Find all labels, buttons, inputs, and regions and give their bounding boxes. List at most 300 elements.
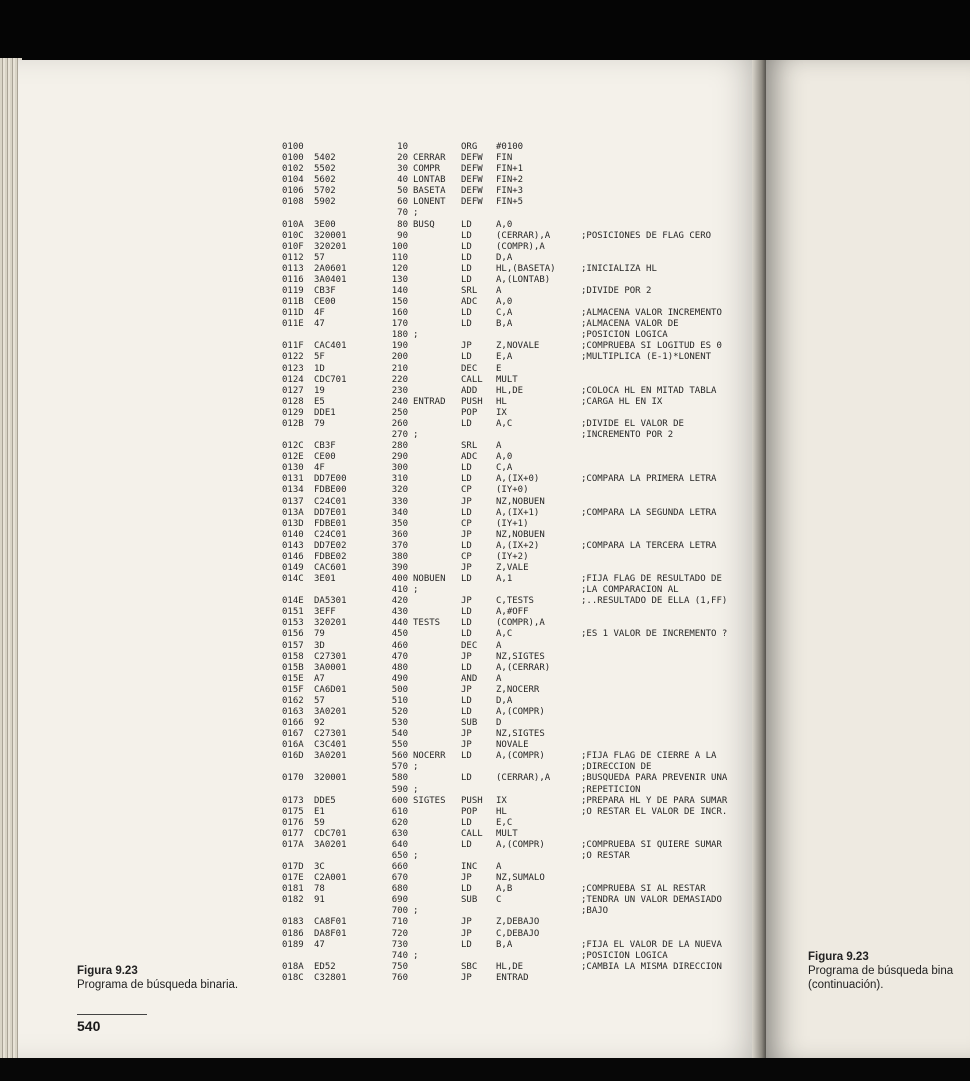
listing-address: 0137: [282, 496, 304, 507]
listing-label: LONTAB: [413, 175, 446, 186]
listing-row: [262, 408, 762, 419]
listing-operand: B,A: [496, 939, 513, 950]
listing-object-code: C3C401: [314, 740, 347, 751]
listing-address: 0149: [282, 562, 304, 573]
listing-row: [262, 629, 762, 640]
listing-operand: (CERRAR),A: [496, 773, 551, 784]
listing-mnemonic: LD: [461, 507, 472, 518]
listing-label: LONENT: [413, 197, 446, 208]
scan-bottom-border: [0, 1058, 970, 1081]
listing-line-number: 660: [391, 862, 408, 873]
listing-label: ;: [413, 784, 419, 795]
listing-object-code: 5602: [314, 175, 336, 186]
listing-row: [262, 940, 762, 951]
listing-line-number: 230: [391, 385, 408, 396]
listing-mnemonic: JP: [461, 529, 472, 540]
listing-mnemonic: ADD: [461, 385, 478, 396]
listing-mnemonic: DEFW: [461, 164, 483, 175]
listing-line-number: 530: [391, 718, 408, 729]
listing-object-code: CE00: [314, 297, 336, 308]
listing-operand: E,C: [496, 817, 513, 828]
listing-object-code: CB3F: [314, 286, 336, 297]
listing-address: 010F: [282, 241, 304, 252]
listing-comment: ;POSICION LOGICA: [581, 950, 668, 961]
listing-operand: HL,DE: [496, 385, 524, 396]
listing-operand: IX: [496, 407, 507, 418]
listing-object-code: CDC701: [314, 374, 347, 385]
listing-address: 0123: [282, 363, 304, 374]
listing-comment: ;POSICIONES DE FLAG CERO: [581, 230, 712, 241]
listing-object-code: DD7E02: [314, 540, 347, 551]
listing-mnemonic: JP: [461, 562, 472, 573]
listing-row: [262, 884, 762, 895]
listing-address: 0163: [282, 706, 304, 717]
listing-line-number: 460: [391, 640, 408, 651]
listing-comment: ;INCREMENTO POR 2: [581, 430, 674, 441]
listing-mnemonic: ADC: [461, 297, 478, 308]
listing-row: [262, 895, 762, 906]
listing-address: 0176: [282, 817, 304, 828]
listing-row: [262, 286, 762, 297]
figure-title-right-line2: (continuación).: [808, 979, 884, 991]
listing-row: [262, 430, 762, 441]
listing-operand: FIN+3: [496, 186, 524, 197]
listing-line-number: 150: [391, 297, 408, 308]
listing-row: [262, 319, 762, 330]
listing-address: 012E: [282, 452, 304, 463]
listing-label: ENTRAD: [413, 396, 446, 407]
listing-address: 0129: [282, 407, 304, 418]
listing-object-code: CE00: [314, 452, 336, 463]
listing-mnemonic: JP: [461, 729, 472, 740]
listing-object-code: 1D: [314, 363, 325, 374]
listing-mnemonic: CALL: [461, 374, 483, 385]
listing-object-code: E1: [314, 806, 325, 817]
listing-object-code: 5702: [314, 186, 336, 197]
listing-comment: ;COMPRUEBA SI LOGITUD ES 0: [581, 341, 722, 352]
listing-row: [262, 242, 762, 253]
listing-row: [262, 596, 762, 607]
listing-comment: ;TENDRA UN VALOR DEMASIADO: [581, 895, 722, 906]
listing-row: [262, 452, 762, 463]
listing-label: CERRAR: [413, 153, 446, 164]
listing-mnemonic: LD: [461, 308, 472, 319]
listing-object-code: CAC601: [314, 562, 347, 573]
listing-address: 016A: [282, 740, 304, 751]
listing-address: 013A: [282, 507, 304, 518]
listing-object-code: 59: [314, 817, 325, 828]
listing-row: [262, 519, 762, 530]
listing-address: 0100: [282, 153, 304, 164]
listing-object-code: 19: [314, 385, 325, 396]
listing-operand: (IY+0): [496, 485, 529, 496]
listing-mnemonic: JP: [461, 596, 472, 607]
listing-row: [262, 264, 762, 275]
listing-label: SIGTES: [413, 795, 446, 806]
listing-row: [262, 873, 762, 884]
listing-address: 0134: [282, 485, 304, 496]
listing-line-number: 370: [391, 540, 408, 551]
listing-line-number: 680: [391, 884, 408, 895]
listing-comment: ;COMPRUEBA SI AL RESTAR: [581, 884, 706, 895]
listing-mnemonic: JP: [461, 740, 472, 751]
listing-comment: ;ALMACENA VALOR INCREMENTO: [581, 308, 722, 319]
listing-operand: A,1: [496, 574, 513, 585]
listing-address: 0153: [282, 618, 304, 629]
listing-row: [262, 696, 762, 707]
listing-line-number: 100: [391, 241, 408, 252]
listing-row: [262, 508, 762, 519]
listing-row: [262, 297, 762, 308]
listing-mnemonic: LD: [461, 629, 472, 640]
listing-address: 011B: [282, 297, 304, 308]
listing-line-number: 690: [391, 895, 408, 906]
listing-address: 017D: [282, 862, 304, 873]
listing-address: 0140: [282, 529, 304, 540]
listing-line-number: 430: [391, 607, 408, 618]
listing-object-code: 5902: [314, 197, 336, 208]
listing-mnemonic: LD: [461, 352, 472, 363]
listing-row: [262, 563, 762, 574]
listing-label: ;: [413, 585, 419, 596]
listing-mnemonic: LD: [461, 230, 472, 241]
listing-line-number: 600: [391, 795, 408, 806]
listing-row: [262, 375, 762, 386]
listing-row: [262, 641, 762, 652]
listing-mnemonic: POP: [461, 407, 478, 418]
listing-operand: A,0: [496, 219, 513, 230]
listing-address: 015F: [282, 684, 304, 695]
listing-mnemonic: ADC: [461, 452, 478, 463]
listing-operand: A,(COMPR): [496, 751, 545, 762]
listing-object-code: 92: [314, 718, 325, 729]
listing-label: ;: [413, 906, 419, 917]
listing-address: 0130: [282, 463, 304, 474]
listing-row: [262, 685, 762, 696]
listing-mnemonic: JP: [461, 928, 472, 939]
listing-operand: C,A: [496, 308, 513, 319]
listing-mnemonic: JP: [461, 917, 472, 928]
listing-row: [262, 419, 762, 430]
listing-address: 011E: [282, 319, 304, 330]
listing-address: 0157: [282, 640, 304, 651]
listing-mnemonic: POP: [461, 806, 478, 817]
listing-object-code: 47: [314, 939, 325, 950]
listing-mnemonic: CP: [461, 485, 472, 496]
listing-row: [262, 585, 762, 596]
listing-address: 0122: [282, 352, 304, 363]
listing-line-number: 350: [391, 518, 408, 529]
listing-row: [262, 829, 762, 840]
listing-operand: (IY+2): [496, 551, 529, 562]
listing-row: [262, 740, 762, 751]
listing-operand: Z,DEBAJO: [496, 917, 540, 928]
listing-line-number: 120: [391, 263, 408, 274]
listing-operand: D,A: [496, 695, 513, 706]
listing-line-number: 130: [391, 274, 408, 285]
listing-row: [262, 186, 762, 197]
listing-line-number: 480: [391, 662, 408, 673]
listing-address: 0143: [282, 540, 304, 551]
listing-operand: HL,(BASETA): [496, 263, 556, 274]
listing-address: 015B: [282, 662, 304, 673]
listing-row: [262, 663, 762, 674]
listing-mnemonic: CP: [461, 518, 472, 529]
listing-mnemonic: LD: [461, 463, 472, 474]
listing-line-number: 30: [397, 164, 408, 175]
listing-address: 012C: [282, 441, 304, 452]
listing-operand: D,A: [496, 252, 513, 263]
listing-line-number: 190: [391, 341, 408, 352]
listing-object-code: 5502: [314, 164, 336, 175]
figure-caption-right: [808, 950, 953, 992]
listing-operand: A,0: [496, 452, 513, 463]
listing-operand: A,C: [496, 418, 513, 429]
listing-line-number: 580: [391, 773, 408, 784]
listing-row: [262, 674, 762, 685]
listing-comment: ;..RESULTADO DE ELLA (1,FF): [581, 596, 728, 607]
listing-label: BASETA: [413, 186, 446, 197]
listing-object-code: 57: [314, 695, 325, 706]
listing-mnemonic: LD: [461, 474, 472, 485]
listing-operand: MULT: [496, 374, 518, 385]
listing-address: 013D: [282, 518, 304, 529]
listing-object-code: 79: [314, 418, 325, 429]
listing-row: [262, 253, 762, 264]
listing-object-code: 78: [314, 884, 325, 895]
listing-line-number: 570: [391, 762, 408, 773]
listing-row: [262, 197, 762, 208]
listing-address: 0151: [282, 607, 304, 618]
listing-operand: C: [496, 895, 502, 906]
listing-mnemonic: LD: [461, 263, 472, 274]
listing-object-code: 3D: [314, 640, 325, 651]
listing-line-number: 20: [397, 153, 408, 164]
listing-line-number: 450: [391, 629, 408, 640]
listing-address: 0100: [282, 142, 304, 152]
listing-mnemonic: LD: [461, 574, 472, 585]
listing-operand: B,A: [496, 319, 513, 330]
listing-operand: A,B: [496, 884, 513, 895]
listing-comment: ;BUSQUEDA PARA PREVENIR UNA: [581, 773, 728, 784]
listing-object-code: DDE1: [314, 407, 336, 418]
listing-line-number: 700: [391, 906, 408, 917]
listing-row: [262, 397, 762, 408]
listing-address: 015E: [282, 673, 304, 684]
listing-address: 0182: [282, 895, 304, 906]
listing-address: 0128: [282, 396, 304, 407]
listing-line-number: 380: [391, 551, 408, 562]
listing-object-code: FDBE01: [314, 518, 347, 529]
listing-line-number: 750: [391, 961, 408, 972]
listing-mnemonic: LD: [461, 241, 472, 252]
listing-operand: NZ,SIGTES: [496, 651, 545, 662]
listing-object-code: DA8F01: [314, 928, 347, 939]
listing-address: 0119: [282, 286, 304, 297]
listing-comment: ;O RESTAR EL VALOR DE INCR.: [581, 806, 728, 817]
listing-address: 011F: [282, 341, 304, 352]
listing-line-number: 280: [391, 441, 408, 452]
listing-address: 0162: [282, 695, 304, 706]
listing-operand: IX: [496, 795, 507, 806]
listing-mnemonic: LD: [461, 618, 472, 629]
listing-row: [262, 330, 762, 341]
listing-operand: MULT: [496, 828, 518, 839]
listing-operand: E,A: [496, 352, 513, 363]
listing-row: [262, 840, 762, 851]
listing-line-number: 540: [391, 729, 408, 740]
listing-mnemonic: DEFW: [461, 186, 483, 197]
listing-object-code: CAC401: [314, 341, 347, 352]
listing-line-number: 290: [391, 452, 408, 463]
listing-line-number: 160: [391, 308, 408, 319]
listing-row: [262, 607, 762, 618]
listing-address: 0170: [282, 773, 304, 784]
listing-address: 017A: [282, 839, 304, 850]
listing-line-number: 710: [391, 917, 408, 928]
listing-label: ;: [413, 950, 419, 961]
listing-address: 0124: [282, 374, 304, 385]
listing-comment: ;DIVIDE EL VALOR DE: [581, 418, 684, 429]
assembly-listing: [262, 142, 762, 984]
listing-comment: ;PREPARA HL Y DE PARA SUMAR: [581, 795, 728, 806]
listing-address: 0175: [282, 806, 304, 817]
listing-object-code: 57: [314, 252, 325, 263]
listing-comment: ;DIVIDE POR 2: [581, 286, 652, 297]
listing-comment: ;INICIALIZA HL: [581, 263, 657, 274]
listing-mnemonic: JP: [461, 341, 472, 352]
listing-row: [262, 762, 762, 773]
listing-line-number: 10: [397, 142, 408, 152]
listing-mnemonic: INC: [461, 862, 478, 873]
listing-label: ;: [413, 851, 419, 861]
listing-line-number: 730: [391, 939, 408, 950]
listing-operand: (COMPR),A: [496, 618, 545, 629]
listing-object-code: DD7E01: [314, 507, 347, 518]
listing-mnemonic: LD: [461, 540, 472, 551]
listing-line-number: 260: [391, 418, 408, 429]
listing-comment: ;DIRECCION DE: [581, 762, 652, 773]
listing-line-number: 60: [397, 197, 408, 208]
listing-row: [262, 463, 762, 474]
listing-line-number: 70: [397, 208, 408, 219]
listing-comment: ;COLOCA HL EN MITAD TABLA: [581, 385, 717, 396]
listing-object-code: 3A0001: [314, 662, 347, 673]
listing-comment: ;FIJA FLAG DE CIERRE A LA: [581, 751, 717, 762]
listing-row: [262, 618, 762, 629]
listing-object-code: 3C: [314, 862, 325, 873]
listing-address: 0173: [282, 795, 304, 806]
listing-object-code: C27301: [314, 729, 347, 740]
listing-line-number: 80: [397, 219, 408, 230]
listing-comment: ;COMPARA LA TERCERA LETRA: [581, 540, 717, 551]
listing-line-number: 560: [391, 751, 408, 762]
listing-address: 0183: [282, 917, 304, 928]
listing-address: 0166: [282, 718, 304, 729]
listing-line-number: 50: [397, 186, 408, 197]
listing-object-code: FDBE02: [314, 551, 347, 562]
listing-mnemonic: LD: [461, 319, 472, 330]
page-number-rule: [77, 1014, 147, 1015]
listing-operand: NZ,SIGTES: [496, 729, 545, 740]
listing-address: 018C: [282, 972, 304, 983]
listing-line-number: 400: [391, 574, 408, 585]
listing-mnemonic: LD: [461, 751, 472, 762]
listing-object-code: 91: [314, 895, 325, 906]
listing-operand: ENTRAD: [496, 972, 529, 983]
listing-object-code: C24C01: [314, 529, 347, 540]
right-page: [766, 60, 970, 1060]
listing-label: COMPR: [413, 164, 441, 175]
listing-operand: A,(CERRAR): [496, 662, 551, 673]
listing-row: [262, 220, 762, 231]
listing-mnemonic: JP: [461, 873, 472, 884]
listing-line-number: 220: [391, 374, 408, 385]
listing-row: [262, 707, 762, 718]
listing-line-number: 200: [391, 352, 408, 363]
listing-row: [262, 474, 762, 485]
listing-line-number: 270: [391, 430, 408, 441]
listing-mnemonic: LD: [461, 884, 472, 895]
listing-mnemonic: PUSH: [461, 396, 483, 407]
listing-object-code: 3A0201: [314, 751, 347, 762]
listing-comment: ;COMPARA LA SEGUNDA LETRA: [581, 507, 717, 518]
listing-row: [262, 751, 762, 762]
figure-title: Programa de búsqueda binaria.: [77, 979, 239, 991]
listing-line-number: 490: [391, 673, 408, 684]
listing-mnemonic: JP: [461, 496, 472, 507]
listing-object-code: 3A0401: [314, 274, 347, 285]
listing-object-code: 79: [314, 629, 325, 640]
listing-address: 0156: [282, 629, 304, 640]
listing-object-code: 320201: [314, 241, 347, 252]
listing-row: [262, 352, 762, 363]
listing-row: [262, 818, 762, 829]
listing-mnemonic: DEFW: [461, 153, 483, 164]
listing-line-number: 510: [391, 695, 408, 706]
figure-title-right-line1: Programa de búsqueda bina: [808, 965, 954, 977]
listing-comment: ;COMPRUEBA SI QUIERE SUMAR: [581, 839, 722, 850]
listing-row: [262, 497, 762, 508]
listing-mnemonic: JP: [461, 972, 472, 983]
listing-mnemonic: LD: [461, 839, 472, 850]
listing-comment: ;FIJA FLAG DE RESULTADO DE: [581, 574, 722, 585]
listing-row: [262, 541, 762, 552]
listing-object-code: 3E00: [314, 219, 336, 230]
listing-row: [262, 485, 762, 496]
listing-comment: ;COMPARA LA PRIMERA LETRA: [581, 474, 717, 485]
listing-object-code: CA6D01: [314, 684, 347, 695]
listing-object-code: E5: [314, 396, 325, 407]
listing-operand: E: [496, 363, 502, 374]
listing-operand: Z,NOCERR: [496, 684, 540, 695]
listing-line-number: 300: [391, 463, 408, 474]
listing-object-code: 2A0601: [314, 263, 347, 274]
listing-label: ;: [413, 330, 419, 341]
listing-operand: NZ,NOBUEN: [496, 529, 545, 540]
listing-operand: C,TESTS: [496, 596, 534, 607]
listing-object-code: 3A0201: [314, 706, 347, 717]
listing-operand: A,#OFF: [496, 607, 529, 618]
listing-comment: ;CAMBIA LA MISMA DIRECCION: [581, 961, 722, 972]
listing-comment: ;MULTIPLICA (E-1)*LONENT: [581, 352, 712, 363]
listing-label: NOBUEN: [413, 574, 446, 585]
listing-line-number: 760: [391, 972, 408, 983]
listing-address: 016D: [282, 751, 304, 762]
listing-mnemonic: SBC: [461, 961, 478, 972]
listing-line-number: 410: [391, 585, 408, 596]
listing-address: 0167: [282, 729, 304, 740]
